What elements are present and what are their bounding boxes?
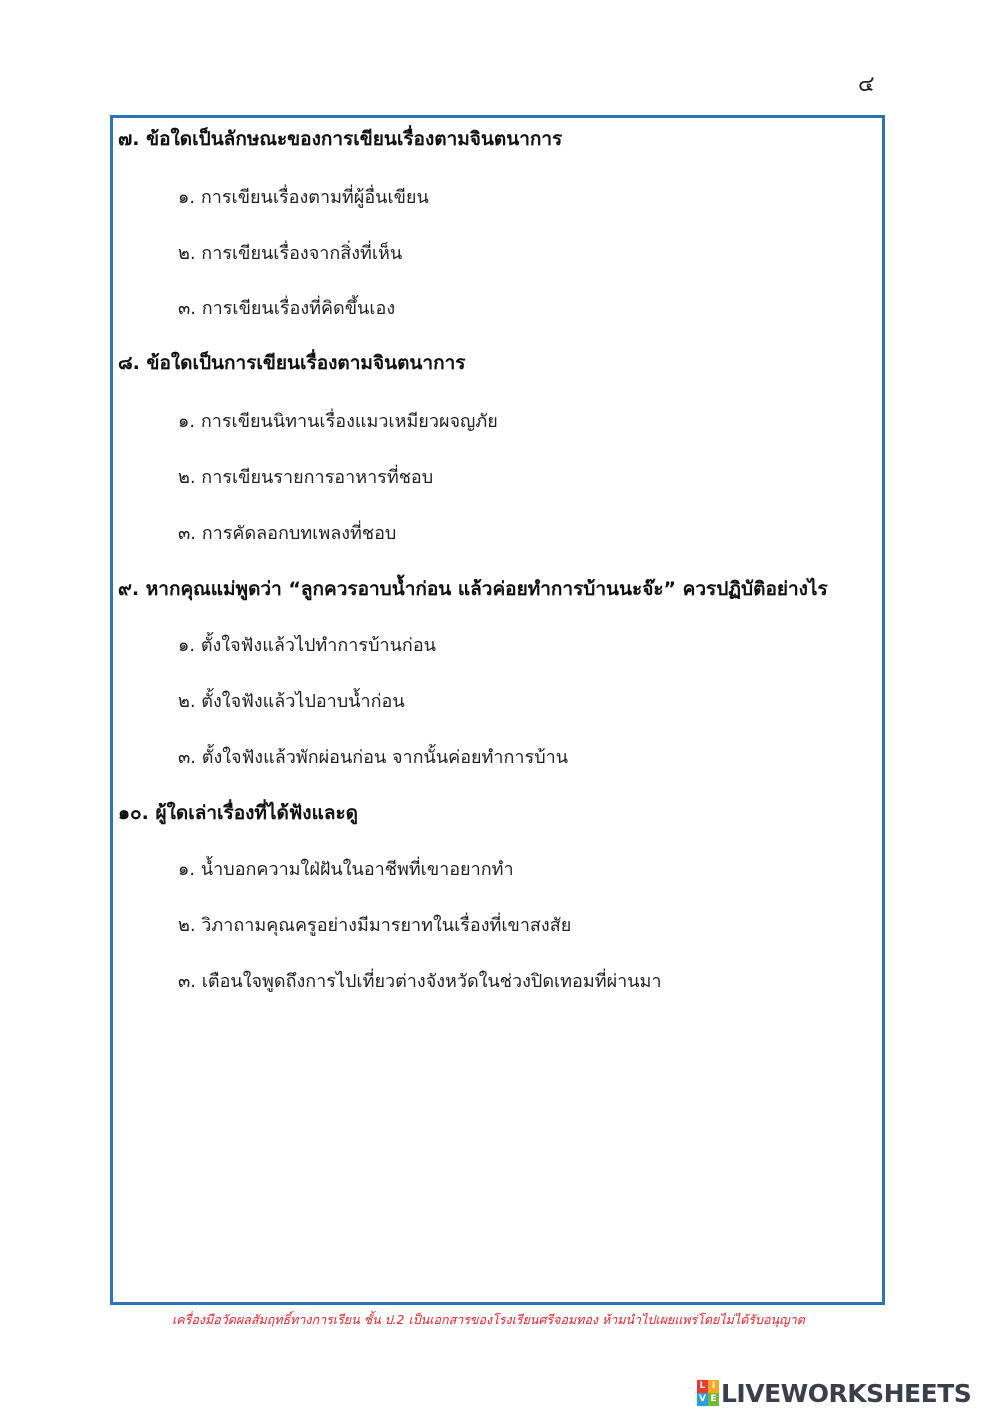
logo-letter-v: V bbox=[697, 1393, 708, 1406]
question-9: ๙. หากคุณแม่พูดว่า “ลูกควรอาบน้ำก่อน แล้วค่อยทำการบ้านนะจ๊ะ” ควรปฏิบัติอย่างไร bbox=[118, 578, 828, 600]
liveworksheets-brand[interactable] bbox=[697, 1378, 971, 1408]
logo-letter-e: E bbox=[708, 1393, 719, 1406]
question-8: ๘. ข้อใดเป็นการเขียนเรื่องตามจินตนาการ bbox=[118, 352, 466, 374]
question-10-option-1: ๑. น้ำบอกความใฝ่ฝันในอาชีพที่เขาอยากทำ bbox=[178, 859, 514, 880]
question-7-option-2: ๒. การเขียนเรื่องจากสิ่งที่เห็น bbox=[178, 243, 403, 264]
question-8-option-1: ๑. การเขียนนิทานเรื่องแมวเหมียวผจญภัย bbox=[178, 411, 498, 432]
brand-name: LIVEWORKSHEETS bbox=[721, 1378, 972, 1408]
question-8-option-3: ๓. การคัดลอกบทเพลงที่ชอบ bbox=[178, 523, 397, 544]
footer-note: เครื่องมือวัดผลสัมฤทธิ์ทางการเรียน ชั้น ป.2 เป็นเอกสารของโรงเรียนศรีจอมทอง ห้ามนำไปเผยแพร่โดยไม่ได้รับอนุญาต bbox=[172, 1312, 805, 1327]
question-7-option-3: ๓. การเขียนเรื่องที่คิดขึ้นเอง bbox=[178, 298, 396, 319]
question-7-option-1: ๑. การเขียนเรื่องตามที่ผู้อื่นเขียน bbox=[178, 187, 429, 208]
liveworksheets-logo-icon bbox=[697, 1380, 719, 1406]
logo-letter-i: I bbox=[708, 1380, 719, 1393]
question-8-option-2: ๒. การเขียนรายการอาหารที่ชอบ bbox=[178, 467, 434, 488]
question-9-option-2: ๒. ตั้งใจฟังแล้วไปอาบน้ำก่อน bbox=[178, 691, 405, 712]
question-10-option-2: ๒. วิภาถามคุณครูอย่างมีมารยาทในเรื่องที่เขาสงสัย bbox=[178, 915, 572, 936]
question-10-option-3: ๓. เตือนใจพูดถึงการไปเที่ยวต่างจังหวัดในช่วงปิดเทอมที่ผ่านมา bbox=[178, 971, 662, 992]
question-9-option-3: ๓. ตั้งใจฟังแล้วพักผ่อนก่อน จากนั้นค่อยทำการบ้าน bbox=[178, 747, 569, 768]
question-9-option-1: ๑. ตั้งใจฟังแล้วไปทำการบ้านก่อน bbox=[178, 635, 436, 656]
page-number: ๔ bbox=[858, 72, 875, 97]
question-10: ๑๐. ผู้ใดเล่าเรื่องที่ได้ฟังและดู bbox=[118, 802, 359, 824]
logo-letter-l: L bbox=[697, 1380, 708, 1393]
question-7: ๗. ข้อใดเป็นลักษณะของการเขียนเรื่องตามจินตนาการ bbox=[118, 128, 563, 150]
